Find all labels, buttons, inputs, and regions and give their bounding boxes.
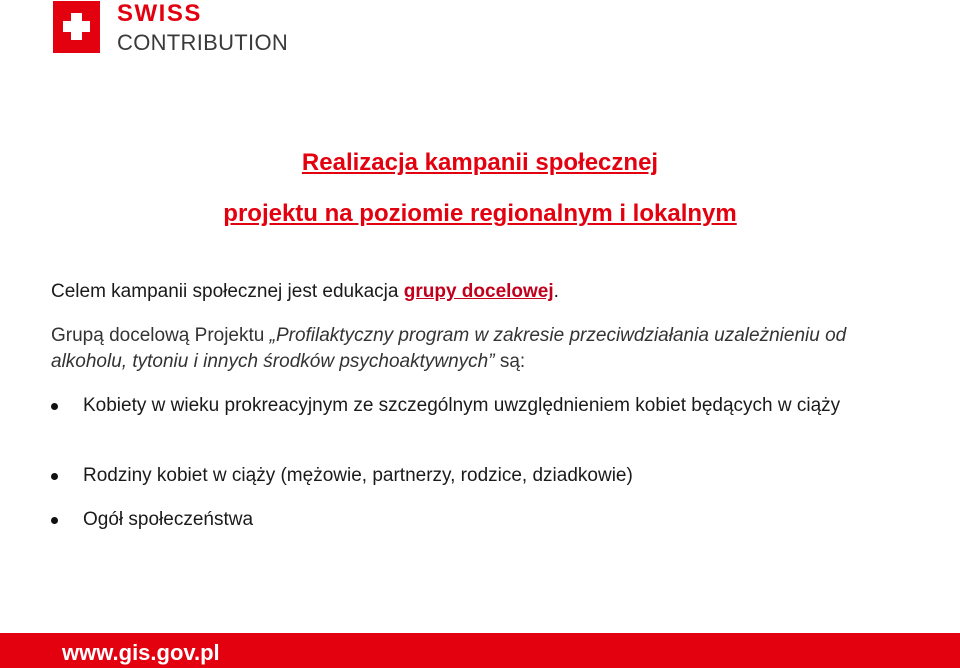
- intro-highlight: grupy docelowej: [403, 281, 554, 302]
- slide-title-line2: projektu na poziomie regionalnym i lokalnym: [223, 200, 737, 227]
- logo-text-contribution: CONTRIBUTION: [117, 30, 289, 55]
- footer-website-link[interactable]: www.gis.gov.pl: [62, 640, 220, 665]
- bullet-text: Rodziny kobiet w ciąży (mężowie, partnerzy, rodzice, dziadkowie): [83, 465, 633, 486]
- swiss-cross-icon: [53, 1, 100, 53]
- paragraph-project-name: „Profilaktyczny program w zakresie przeciwdziałania uzależnieniu od alkoholu, tytoniu i innych środków psychoaktywnych”: [51, 325, 847, 372]
- paragraph-lead: Grupą docelową Projektu: [51, 325, 270, 346]
- bullet-item: [51, 463, 911, 493]
- intro-prefix: Celem kampanii społecznej jest edukacja: [51, 281, 404, 302]
- paragraph-tail: są:: [494, 351, 526, 372]
- slide-title-line1: Realizacja kampanii społecznej: [301, 149, 659, 176]
- bullet-item: [51, 507, 911, 537]
- intro-sentence: [51, 281, 559, 303]
- bullet-dot-icon: [51, 403, 58, 410]
- intro-suffix: .: [553, 281, 559, 302]
- bullet-item: [51, 393, 911, 453]
- footer-bar: [0, 633, 960, 668]
- bullet-text: Ogół społeczeństwa: [83, 509, 254, 530]
- bullet-dot-icon: [51, 517, 58, 524]
- logo-text-swiss: SWISS: [117, 0, 202, 27]
- bullet-text: Kobiety w wieku prokreacyjnym ze szczególnym uwzględnieniem kobiet będących w ciąży: [83, 395, 841, 416]
- bullet-dot-icon: [51, 473, 58, 480]
- target-group-paragraph: [51, 323, 921, 375]
